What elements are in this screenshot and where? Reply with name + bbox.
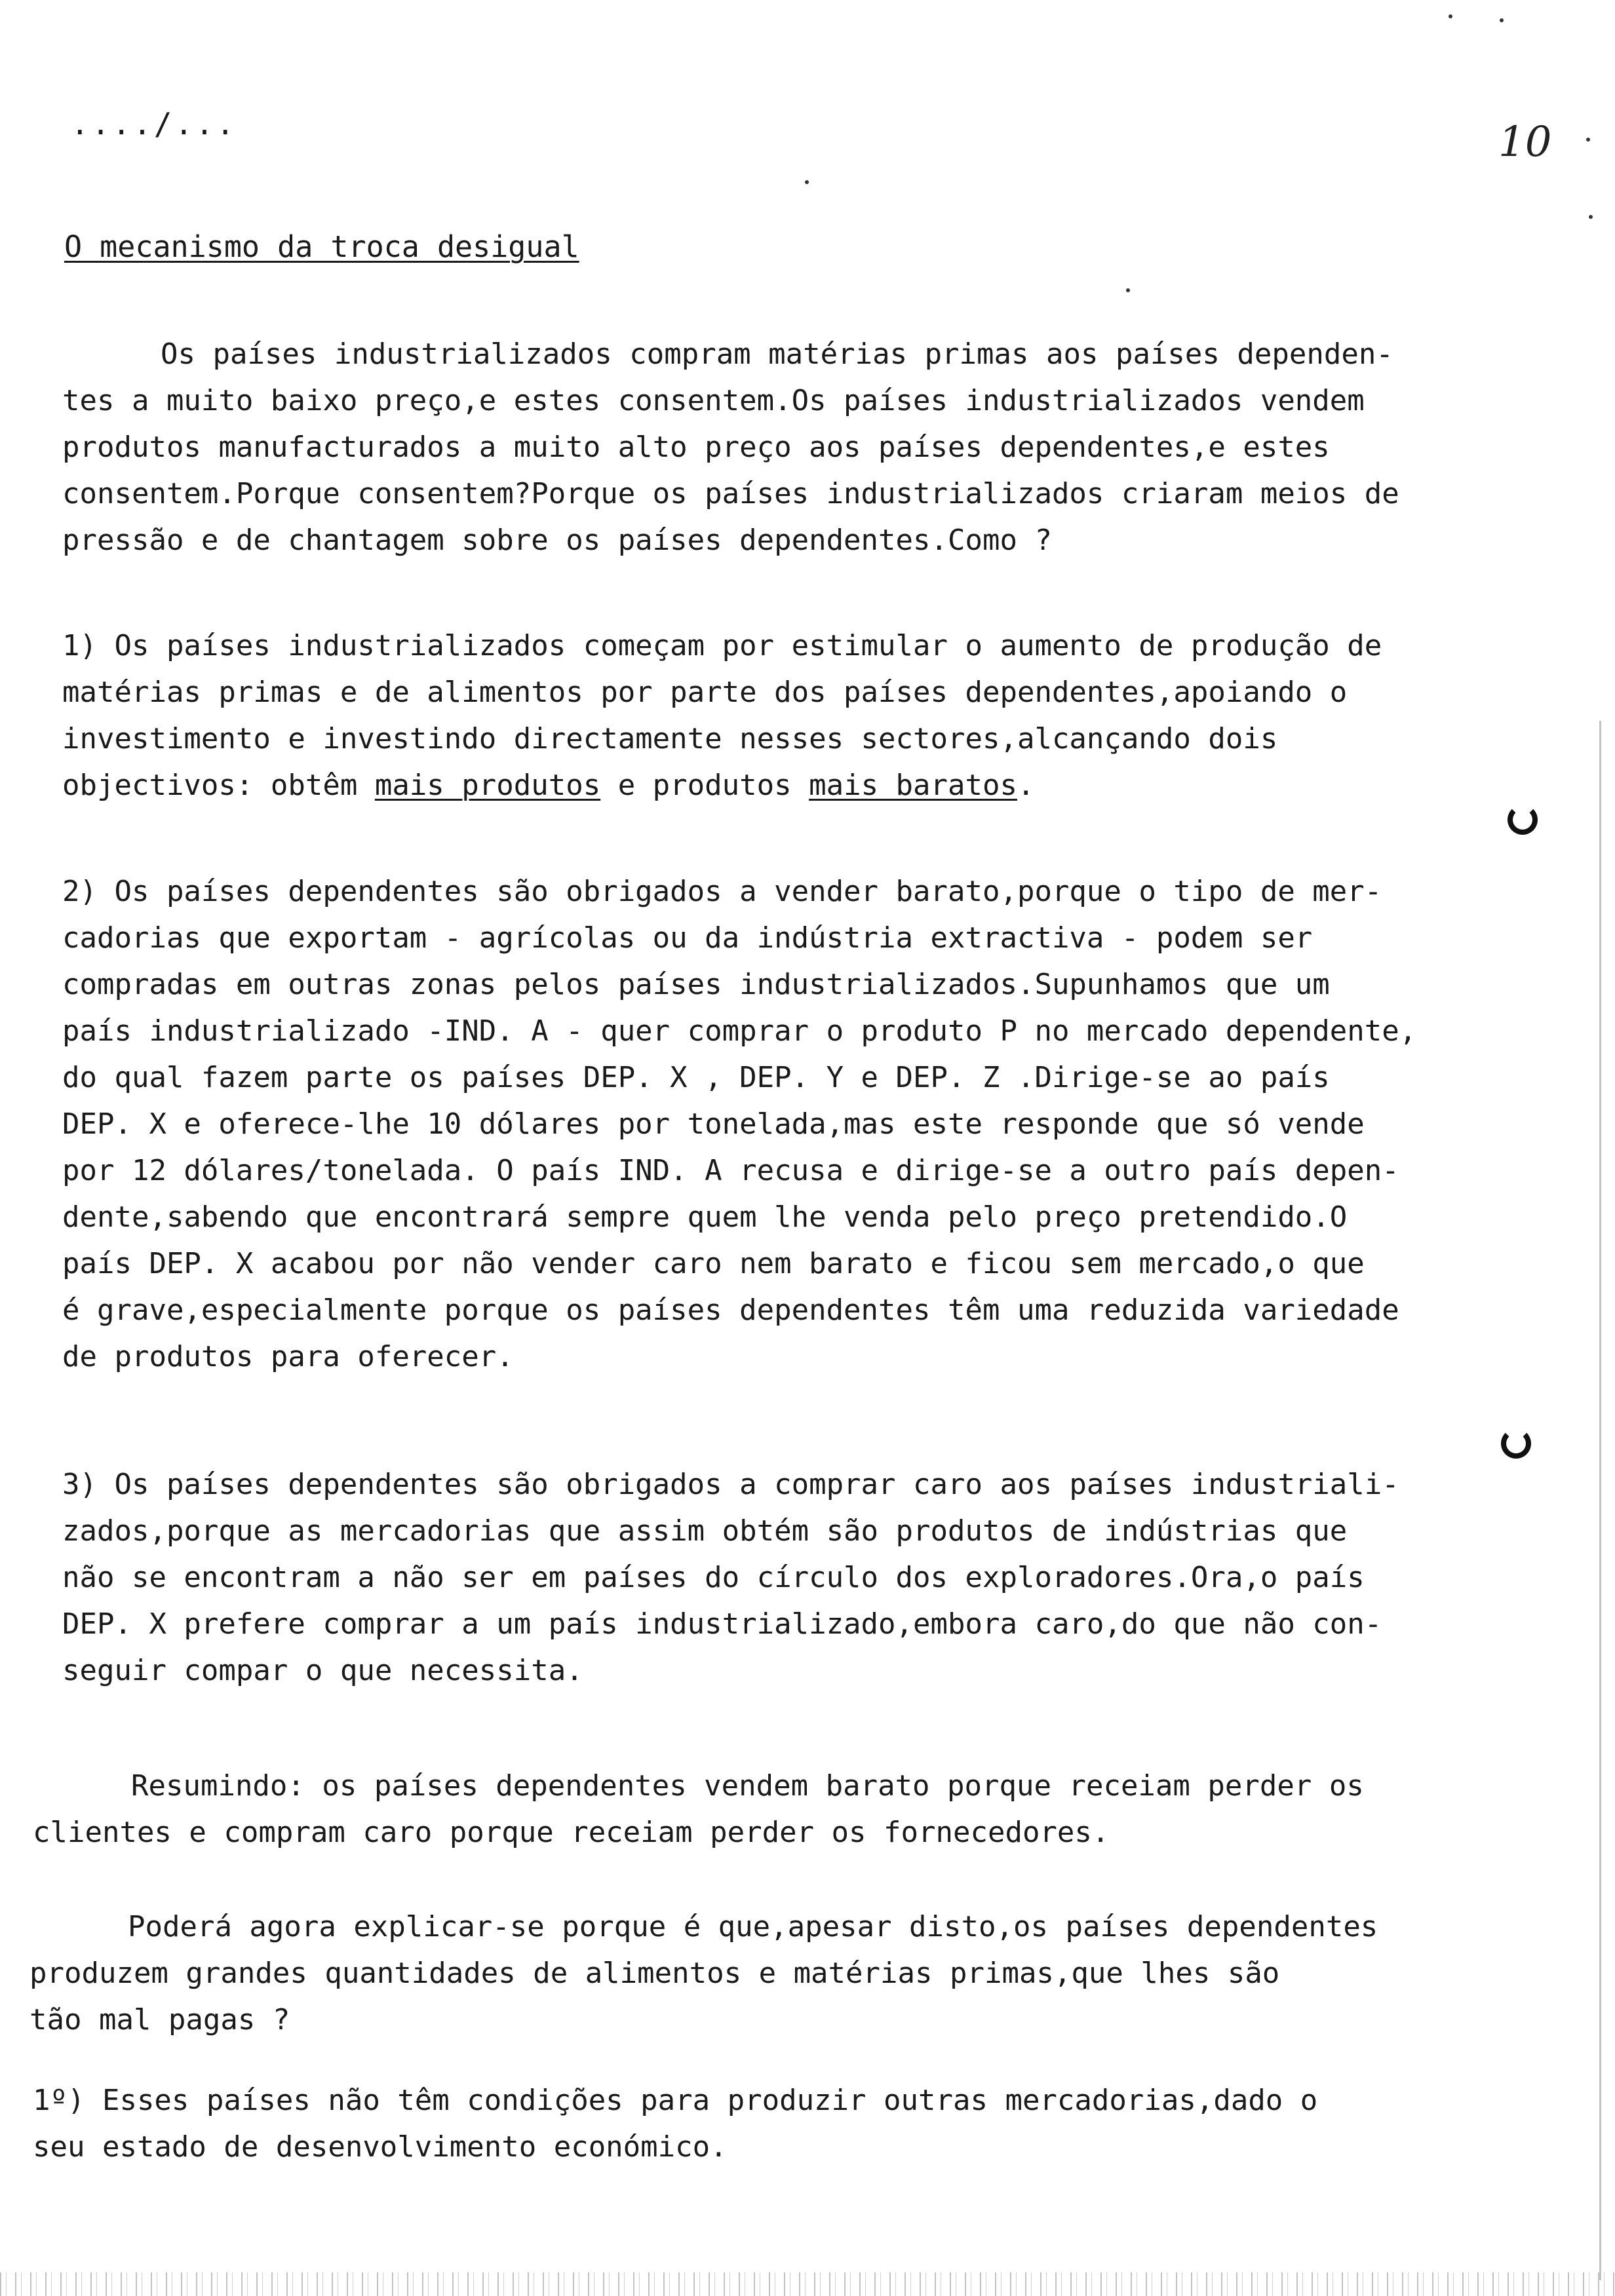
- text-line: pressão e de chantagem sobre os países dependentes.Como ?: [62, 524, 1052, 557]
- scan-speck: [1589, 215, 1593, 219]
- question-paragraph: [29, 1904, 1517, 2043]
- text-line: [62, 762, 1550, 809]
- text-line: Resumindo: os países dependentes vendem barato porque receiam perder os: [131, 1769, 1364, 1803]
- text-line: tes a muito baixo preço,e estes consentem.Os países industrializados vendem: [62, 384, 1365, 417]
- scan-speck: [1449, 14, 1452, 18]
- underlined-phrase: mais produtos: [374, 769, 601, 802]
- text-line: do qual fazem parte os países DEP. X , DEP. Y e DEP. Z .Dirige-se ao país: [62, 1061, 1330, 1094]
- text-line: produzem grandes quantidades de alimentos e matérias primas,que lhes são: [29, 1957, 1280, 1990]
- text-line: não se encontram a não ser em países do círculo dos exploradores.Ora,o país: [62, 1561, 1365, 1594]
- text-line: consentem.Porque consentem?Porque os países industrializados criaram meios de: [62, 477, 1399, 510]
- text-line: 1) Os países industrializados começam por estimular o aumento de produção de: [62, 629, 1382, 662]
- page-number: 10: [1498, 118, 1552, 166]
- text-line: produtos manufacturados a muito alto preço aos países dependentes,e estes: [62, 430, 1330, 464]
- scan-speck: [805, 180, 809, 184]
- intro-paragraph: [62, 331, 1550, 564]
- text-line: é grave,especialmente porque os países dependentes têm uma reduzida variedade: [62, 1293, 1399, 1327]
- point-1-paragraph: [62, 622, 1550, 809]
- point-3-paragraph: [62, 1461, 1550, 1694]
- scan-speck: [1126, 288, 1130, 292]
- page-edge: [1599, 721, 1601, 2280]
- text-line: zados,porque as mercadorias que assim obtém são produtos de indústrias que: [62, 1514, 1348, 1548]
- text-line: por 12 dólares/tonelada. O país IND. A recusa e dirige-se a outro país depen-: [62, 1154, 1399, 1187]
- summary-paragraph: [33, 1763, 1521, 1856]
- punch-hole-mark: [1508, 805, 1538, 835]
- continuation-mark: ..../...: [71, 106, 237, 142]
- text-line: 2) Os países dependentes são obrigados a vender barato,porque o tipo de mer-: [62, 875, 1382, 908]
- text-line: país DEP. X acabou por não vender caro nem barato e ficou sem mercado,o que: [62, 1247, 1365, 1280]
- text-line: 3) Os países dependentes são obrigados a comprar caro aos países industriali-: [62, 1468, 1399, 1501]
- text-line: matérias primas e de alimentos por parte dos países dependentes,apoiando o: [62, 676, 1348, 709]
- text-line: DEP. X e oferece-lhe 10 dólares por tonelada,mas este responde que só vende: [62, 1107, 1365, 1141]
- point-2-paragraph: [62, 868, 1550, 1380]
- text-line: 1º) Esses países não têm condições para produzir outras mercadorias,dado o: [33, 2084, 1318, 2117]
- scan-speck: [1586, 138, 1590, 142]
- text-line: DEP. X prefere comprar a um país industrializado,embora caro,do que não con-: [62, 1607, 1382, 1641]
- text-line: investimento e investindo directamente nesses sectores,alcançando dois: [62, 722, 1278, 756]
- text-line: seu estado de desenvolvimento económico.: [33, 2130, 728, 2164]
- text-line: clientes e compram caro porque receiam perder os fornecedores.: [33, 1816, 1110, 1849]
- text-line: Poderá agora explicar-se porque é que,apesar disto,os países dependentes: [128, 1910, 1378, 1943]
- text-fragment: objectivos: obtêm: [62, 769, 375, 802]
- text-line: tão mal pagas ?: [29, 2003, 290, 2037]
- text-line: seguir compar o que necessita.: [62, 1654, 583, 1687]
- text-line: Os países industrializados compram matérias primas aos países dependen-: [161, 337, 1393, 371]
- text-line: compradas em outras zonas pelos países industrializados.Supunhamos que um: [62, 968, 1330, 1001]
- text-line: de produtos para oferecer.: [62, 1340, 514, 1373]
- text-line: cadorias que exportam - agrícolas ou da indústria extractiva - podem ser: [62, 921, 1313, 955]
- answer-1-paragraph: [33, 2077, 1521, 2170]
- punch-hole-mark: [1501, 1428, 1531, 1459]
- section-title: O mecanismo da troca desigual: [64, 229, 579, 264]
- underlined-phrase: mais baratos: [809, 769, 1017, 802]
- text-line: país industrializado -IND. A - quer comprar o produto P no mercado dependente,: [62, 1014, 1417, 1048]
- text-fragment: e produtos: [600, 769, 809, 802]
- text-fragment: .: [1017, 769, 1035, 802]
- scan-speck: [1500, 18, 1504, 22]
- scan-border: [0, 2272, 1615, 2296]
- text-line: dente,sabendo que encontrará sempre quem lhe venda pelo preço pretendido.O: [62, 1200, 1348, 1234]
